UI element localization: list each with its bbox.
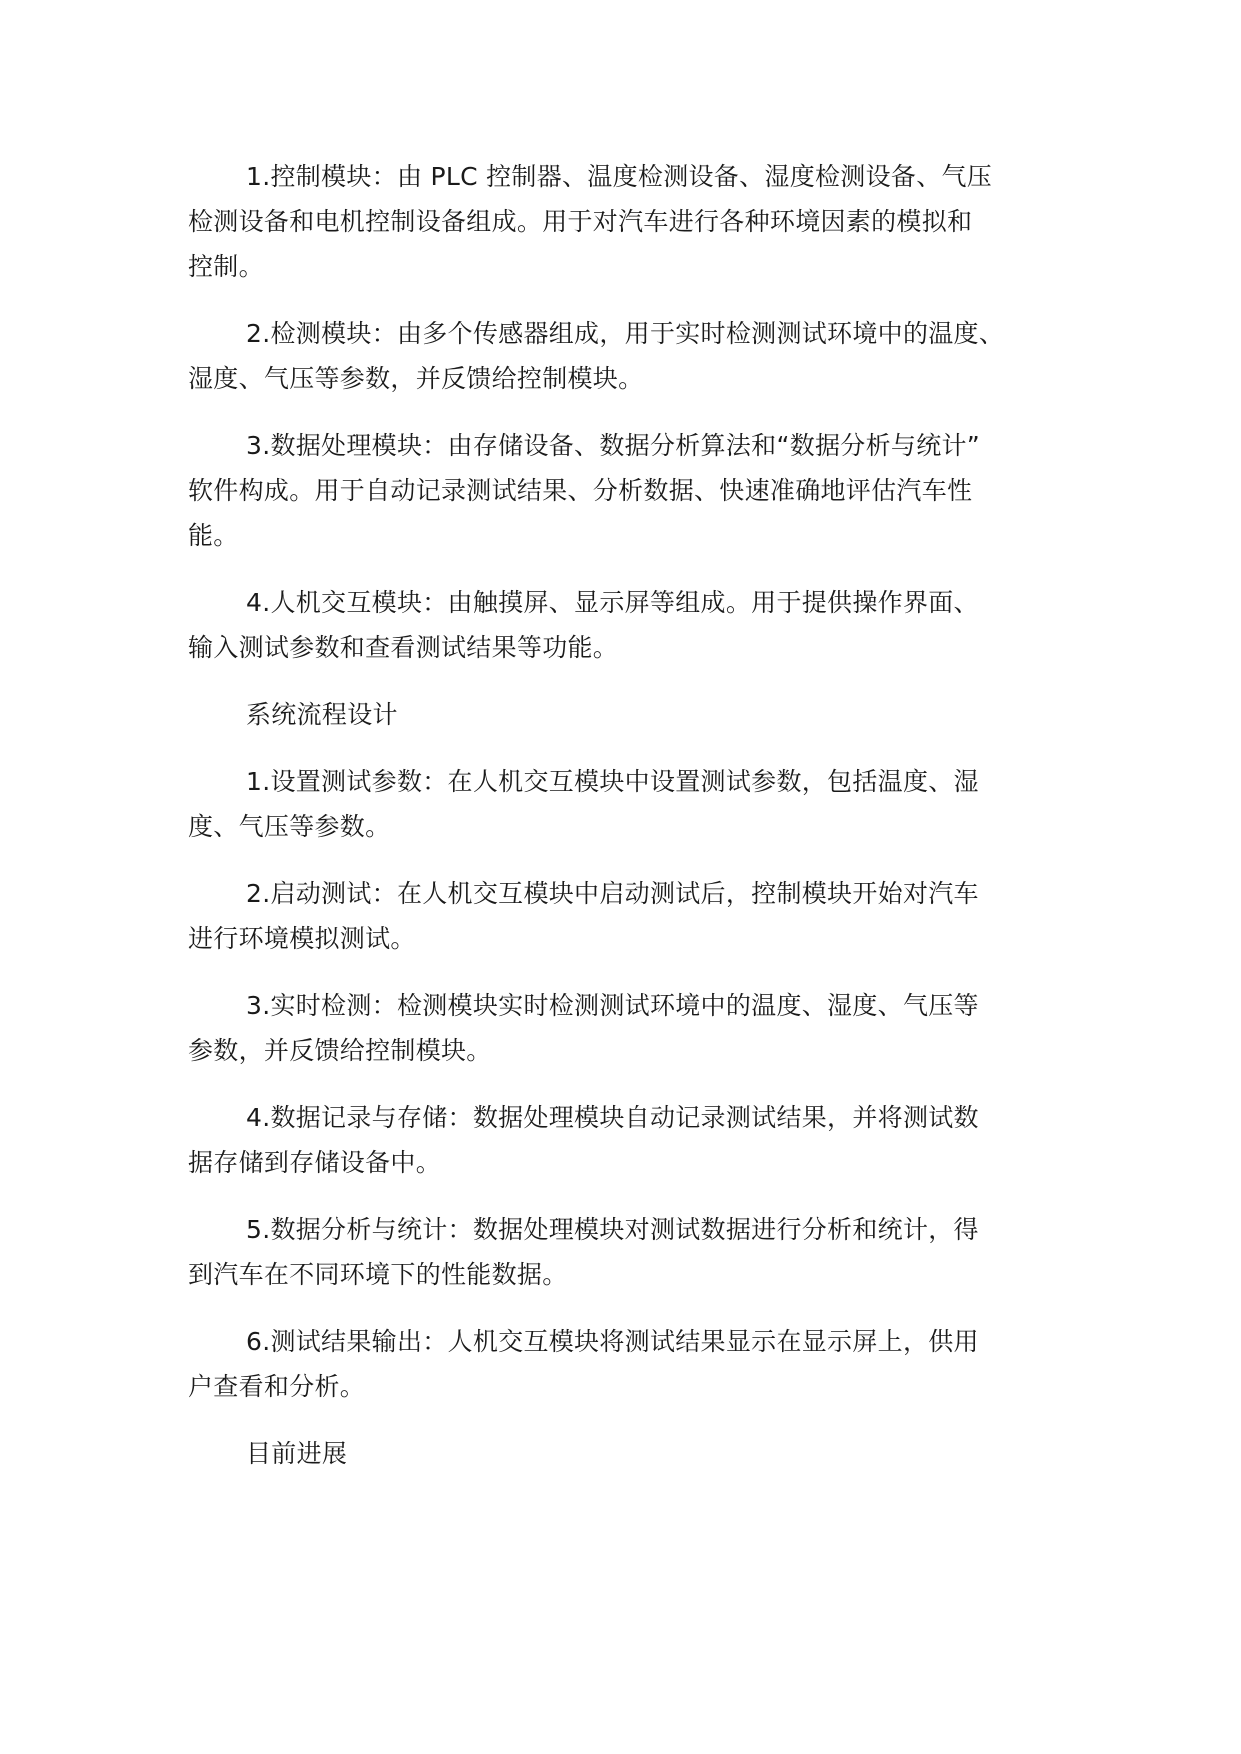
section-heading-current-progress (188, 1431, 1068, 1476)
text-line: 2.检测模块：由多个传感器组成，用于实时检测测试环境中的温度、 (246, 319, 1005, 348)
text-line: 4.数据记录与存储：数据处理模块自动记录测试结果，并将测试数 (246, 1103, 979, 1132)
text-line: 输入测试参数和查看测试结果等功能。 (188, 633, 619, 662)
heading-text: 目前进展 (246, 1439, 348, 1468)
text-line: 5.数据分析与统计：数据处理模块对测试数据进行分析和统计，得 (246, 1215, 979, 1244)
heading-text: 系统流程设计 (246, 700, 398, 729)
text-line: 到汽车在不同环境下的性能数据。 (188, 1260, 568, 1289)
text-line: 1.控制模块：由 PLC 控制器、温度检测设备、湿度检测设备、气压 (246, 162, 993, 191)
text-line: 检测设备和电机控制设备组成。用于对汽车进行各种环境因素的模拟和 (188, 207, 973, 236)
text-line: 进行环境模拟测试。 (188, 924, 416, 953)
paragraph-set-parameters (188, 759, 1068, 849)
paragraph-control-module (188, 154, 1068, 289)
document-body (188, 154, 1068, 1498)
text-line: 参数，并反馈给控制模块。 (188, 1036, 492, 1065)
paragraph-detection-module (188, 311, 1068, 401)
text-line: 2.启动测试：在人机交互模块中启动测试后，控制模块开始对汽车 (246, 879, 979, 908)
paragraph-start-test (188, 871, 1068, 961)
paragraph-result-output (188, 1319, 1068, 1409)
paragraph-data-analysis (188, 1207, 1068, 1297)
text-line: 控制。 (188, 252, 264, 281)
text-line: 能。 (188, 521, 239, 550)
text-line: 软件构成。用于自动记录测试结果、分析数据、快速准确地评估汽车性 (188, 476, 973, 505)
text-line: 4.人机交互模块：由触摸屏、显示屏等组成。用于提供操作界面、 (246, 588, 979, 617)
text-line: 度、气压等参数。 (188, 812, 391, 841)
paragraph-hmi-module (188, 580, 1068, 670)
paragraph-data-recording (188, 1095, 1068, 1185)
text-line: 3.实时检测：检测模块实时检测测试环境中的温度、湿度、气压等 (246, 991, 979, 1020)
text-line: 湿度、气压等参数，并反馈给控制模块。 (188, 364, 644, 393)
text-line: 户查看和分析。 (188, 1372, 366, 1401)
paragraph-realtime-detection (188, 983, 1068, 1073)
text-line: 3.数据处理模块：由存储设备、数据分析算法和“数据分析与统计” (246, 431, 981, 460)
paragraph-data-processing-module (188, 423, 1068, 558)
text-line: 据存储到存储设备中。 (188, 1148, 442, 1177)
section-heading-system-flow (188, 692, 1068, 737)
text-line: 6.测试结果输出：人机交互模块将测试结果显示在显示屏上，供用 (246, 1327, 979, 1356)
text-line: 1.设置测试参数：在人机交互模块中设置测试参数，包括温度、湿 (246, 767, 979, 796)
